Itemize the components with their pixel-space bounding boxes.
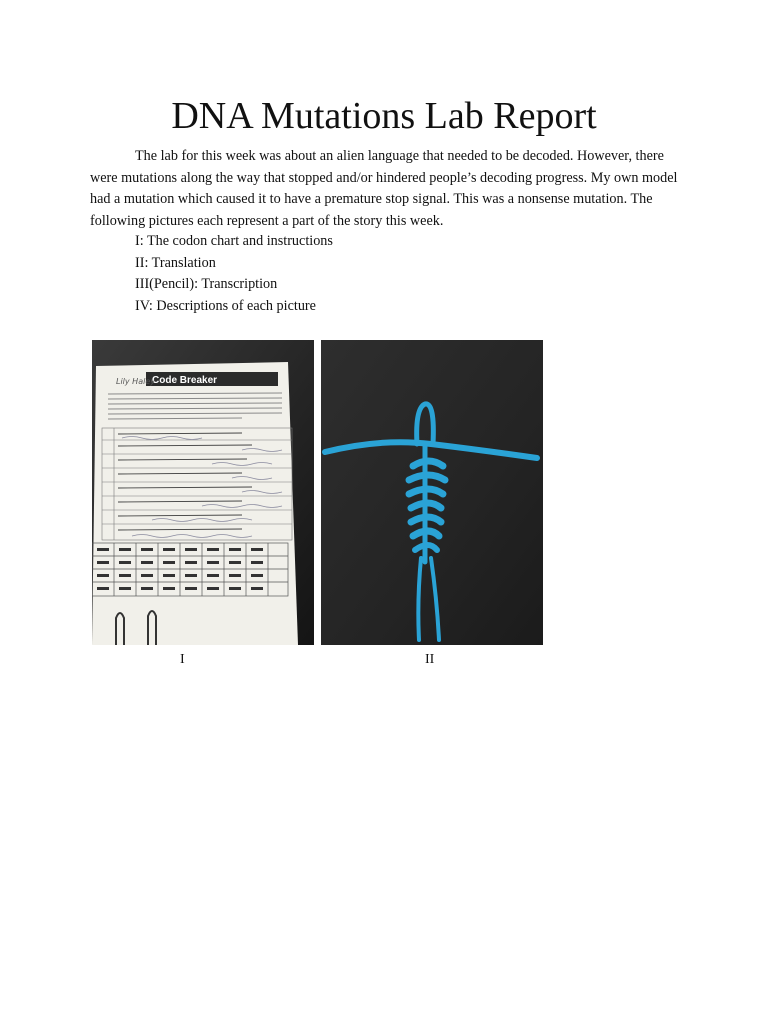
list-item: II: Translation <box>135 254 216 271</box>
pipe-cleaner-image <box>321 340 543 645</box>
intro-paragraph <box>90 146 680 232</box>
codon-chart-photo <box>92 340 314 645</box>
pipe-cleaner-photo <box>321 340 543 645</box>
figure-caption: I <box>180 652 185 667</box>
figure-caption: II <box>425 652 435 667</box>
list-item: IV: Descriptions of each picture <box>135 297 316 314</box>
list-item: III(Pencil): Transcription <box>135 276 278 292</box>
worksheet-header-text: Code Breaker <box>152 375 218 386</box>
worksheet-name-text: Lily Haley <box>116 377 155 386</box>
picture-list <box>135 231 333 317</box>
codon-chart-image <box>92 340 314 645</box>
intro-paragraph-text: The lab for this week was about an alien language that needed to be decoded. However, there were mutations along the way that stopped and/or hindered people’s decoding progress. My own model had a mutation which caused it to have a premature stop signal. This was a nonsense mutation. The following pictures each represent a part of the story this week. <box>90 148 678 229</box>
list-item: I: The codon chart and instructions <box>135 233 333 249</box>
page-title: DNA Mutations Lab Report <box>171 95 597 137</box>
worksheet-paper <box>92 362 298 645</box>
